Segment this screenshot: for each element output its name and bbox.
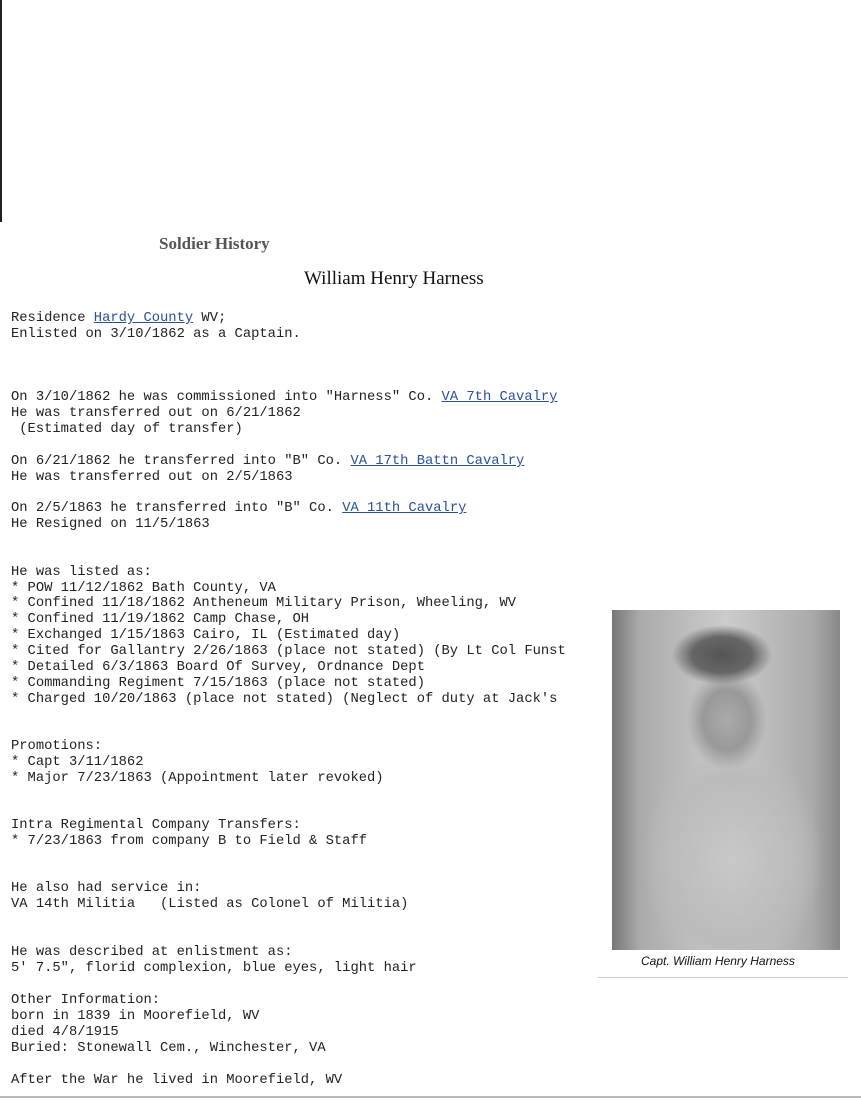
after-war-line: After the War he lived in Moorefield, WV [11,1073,343,1088]
text: On 6/21/1862 he transferred into "B" Co. [11,454,351,469]
listed-line: * Exchanged 1/15/1863 Cairo, IL (Estimated day) [11,628,401,643]
residence-line [11,311,226,327]
service-line [11,454,524,470]
listed-line: * POW 11/12/1862 Bath County, VA [11,581,276,596]
scan-edge [0,0,2,222]
text: On 2/5/1863 he transferred into "B" Co. [11,501,343,516]
photo-caption: Capt. William Henry Harness [641,954,795,968]
other-info-line: Buried: Stonewall Cem., Winchester, VA [11,1041,326,1056]
unit-link[interactable]: VA 7th Cavalry [441,390,558,405]
description-line: He was described at enlistment as: [11,945,293,960]
other-service-line: VA 14th Militia (Listed as Colonel of Militia) [11,897,409,912]
service-line [11,390,557,406]
listed-line: * Detailed 6/3/1863 Board Of Survey, Ordnance Dept [11,660,425,675]
unit-link[interactable]: VA 11th Cavalry [342,501,467,516]
promotions-line: * Capt 3/11/1862 [11,755,144,770]
promotions-line: * Major 7/23/1863 (Appointment later revoked) [11,771,384,786]
other-service-line: He also had service in: [11,881,202,896]
other-info-line: died 4/8/1915 [11,1025,119,1040]
service-line: (Estimated day of transfer) [11,422,243,437]
text: Residence [11,311,94,326]
soldier-name: William Henry Harness [304,268,484,289]
other-info-line: born in 1839 in Moorefield, WV [11,1009,260,1024]
hardy-county-link[interactable]: Hardy County [93,311,194,326]
listed-line: He was listed as: [11,565,152,580]
listed-line: * Confined 11/18/1862 Antheneum Military Prison, Wheeling, WV [11,596,517,611]
transfers-line: * 7/23/1863 from company B to Field & Staff [11,834,368,849]
service-line: He Resigned on 11/5/1863 [11,517,210,532]
service-line [11,501,466,517]
promotions-line: Promotions: [11,739,103,754]
listed-line: * Confined 11/19/1862 Camp Chase, OH [11,612,310,627]
description-line: 5' 7.5", florid complexion, blue eyes, light hair [11,961,417,976]
text: WV; [193,311,227,326]
caption-rule [598,977,848,978]
listed-line: * Charged 10/20/1863 (place not stated) (Neglect of duty at Jack's [11,692,558,707]
enlisted-line: Enlisted on 3/10/1862 as a Captain. [11,327,301,342]
listed-line: * Commanding Regiment 7/15/1863 (place not stated) [11,676,425,691]
service-line: He was transferred out on 6/21/1862 [11,406,301,421]
text: On 3/10/1862 he was commissioned into "Harness" Co. [11,390,442,405]
page-title: Soldier History [159,234,270,253]
listed-line: * Cited for Gallantry 2/26/1863 (place not stated) (By Lt Col Funst [11,644,566,659]
unit-link[interactable]: VA 17th Battn Cavalry [350,454,525,469]
soldier-portrait-photo [612,610,840,950]
scan-edge-bottom [0,1096,861,1098]
transfers-line: Intra Regimental Company Transfers: [11,818,301,833]
other-info-line: Other Information: [11,993,161,1008]
service-line: He was transferred out on 2/5/1863 [11,470,293,485]
